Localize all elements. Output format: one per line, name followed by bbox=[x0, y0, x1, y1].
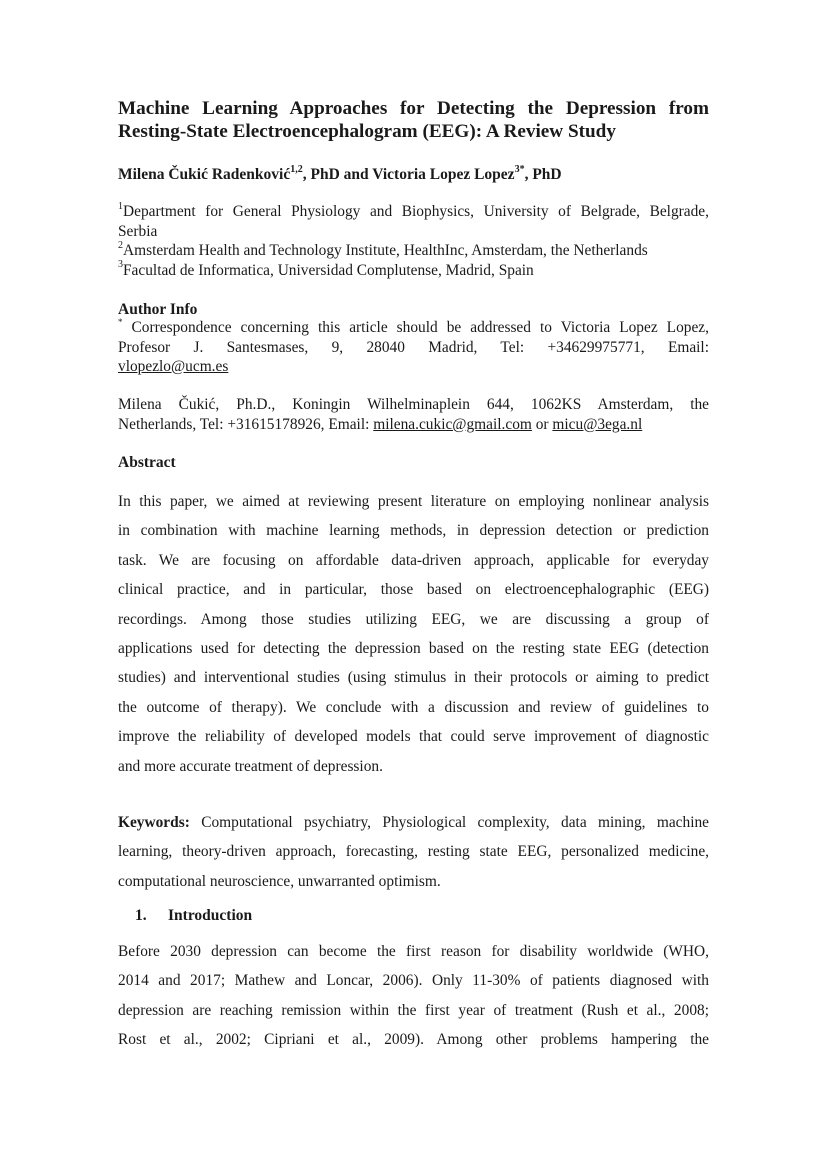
correspondence-sup: * bbox=[118, 316, 123, 327]
abstract-line: studies) and interventional studies (using stimulus in their protocols or aiming to predict bbox=[118, 669, 709, 687]
intro-line: depression are reaching remission within the first year of treatment (Rush et al., 2008; bbox=[118, 1001, 709, 1019]
correspondence-email-link[interactable]: vlopezlo@ucm.es bbox=[118, 358, 229, 375]
abstract-line: task. We are focusing on affordable data-driven approach, applicable for everyday bbox=[118, 551, 709, 569]
milena-email-link[interactable]: milena.cukic@gmail.com bbox=[373, 415, 532, 433]
intro-line: 2014 and 2017; Mathew and Loncar, 2006). Only 11-30% of patients diagnosed with bbox=[118, 972, 709, 990]
keywords-line-1 bbox=[118, 808, 709, 837]
introduction-heading bbox=[135, 906, 252, 926]
title-line-1: Machine Learning Approaches for Detecting the Depression from bbox=[118, 98, 709, 119]
abstract-line: clinical practice, and in particular, those based on electroencephalographic (EEG) bbox=[118, 581, 709, 599]
author-contact-line-1: Milena Čukić, Ph.D., Koningin Wilhelminaplein 644, 1062KS Amsterdam, the bbox=[118, 396, 709, 413]
correspondence-line-1 bbox=[118, 318, 709, 338]
author-info-heading: Author Info bbox=[118, 301, 198, 318]
affiliation-2 bbox=[118, 241, 709, 261]
correspondence-line-2: Profesor J. Santesmases, 9, 28040 Madrid, Tel: +34629975771, Email: bbox=[118, 338, 709, 356]
affiliation-1-sup: 1 bbox=[118, 200, 123, 212]
affiliation-3-sup: 3 bbox=[118, 259, 123, 271]
introduction-body bbox=[118, 937, 709, 1055]
author-name-1: Milena Čukić Radenković bbox=[118, 166, 291, 183]
author-2-affiliation-sup: 3* bbox=[514, 163, 525, 175]
abstract-line: In this paper, we aimed at reviewing present literature on employing nonlinear analysis bbox=[118, 493, 709, 510]
affiliation-1 bbox=[118, 202, 709, 222]
affiliation-1-line-2: Serbia bbox=[118, 222, 158, 240]
author-contact-line-2-text: Netherlands, Tel: +31615178926, Email: bbox=[118, 415, 374, 433]
author-contact bbox=[118, 395, 709, 434]
affiliation-3 bbox=[118, 261, 709, 281]
title-line-2: Resting-State Electroencephalogram (EEG): A Review Study bbox=[118, 121, 616, 142]
keywords-line-3: computational neuroscience, unwarranted optimism. bbox=[118, 872, 441, 890]
abstract-heading: Abstract bbox=[118, 454, 176, 471]
author-contact-or: or bbox=[531, 415, 553, 433]
intro-line: Before 2030 depression can become the first reason for disability worldwide (WHO, bbox=[118, 943, 709, 960]
keywords-line-2: learning, theory-driven approach, forecasting, resting state EEG, personalized medicine, bbox=[118, 843, 709, 861]
abstract-last-line: and more accurate treatment of depression. bbox=[118, 757, 383, 775]
author-list bbox=[118, 165, 709, 185]
correspondence-note bbox=[118, 318, 709, 377]
abstract-line: applications used for detecting the depression based on the resting state EEG (detection bbox=[118, 640, 709, 658]
abstract-line: recordings. Among those studies utilizing EEG, we are discussing a group of bbox=[118, 610, 709, 628]
micu-email-link[interactable]: micu@3ega.nl bbox=[552, 415, 643, 433]
correspondence-line-1-text: Correspondence concerning this article should be addressed to Victoria Lopez Lopez, bbox=[131, 319, 709, 336]
abstract-line: in combination with machine learning methods, in depression detection or prediction bbox=[118, 522, 709, 540]
author-list-end: , PhD bbox=[524, 166, 562, 183]
abstract-body bbox=[118, 487, 709, 781]
keywords-label: Keywords: bbox=[118, 814, 190, 831]
author-list-mid: , PhD and Victoria Lopez Lopez bbox=[302, 166, 515, 183]
keywords-line-1-text: Computational psychiatry, Physiological complexity, data mining, machine bbox=[189, 814, 709, 831]
author-1-affiliation-sup: 1,2 bbox=[290, 163, 303, 175]
section-number: 1. bbox=[135, 907, 147, 924]
keywords bbox=[118, 808, 709, 896]
affiliation-2-text: Amsterdam Health and Technology Institute, HealthInc, Amsterdam, the Netherlands bbox=[123, 242, 648, 259]
abstract-line: improve the reliability of developed models that could serve improvement of diagnostic bbox=[118, 728, 709, 746]
affiliations bbox=[118, 202, 709, 280]
affiliation-3-text: Facultad de Informatica, Universidad Complutense, Madrid, Spain bbox=[123, 261, 534, 279]
section-title: Introduction bbox=[168, 907, 253, 924]
author-contact-line-2 bbox=[118, 416, 642, 433]
intro-line: Rost et al., 2002; Cipriani et al., 2009). Among other problems hampering the bbox=[118, 1031, 709, 1049]
paper-title bbox=[118, 97, 709, 143]
affiliation-1-line-1: Department for General Physiology and Biophysics, University of Belgrade, Belgrade, bbox=[123, 203, 709, 220]
affiliation-2-sup: 2 bbox=[118, 239, 123, 251]
abstract-line: the outcome of therapy). We conclude with a discussion and review of guidelines to bbox=[118, 698, 709, 716]
